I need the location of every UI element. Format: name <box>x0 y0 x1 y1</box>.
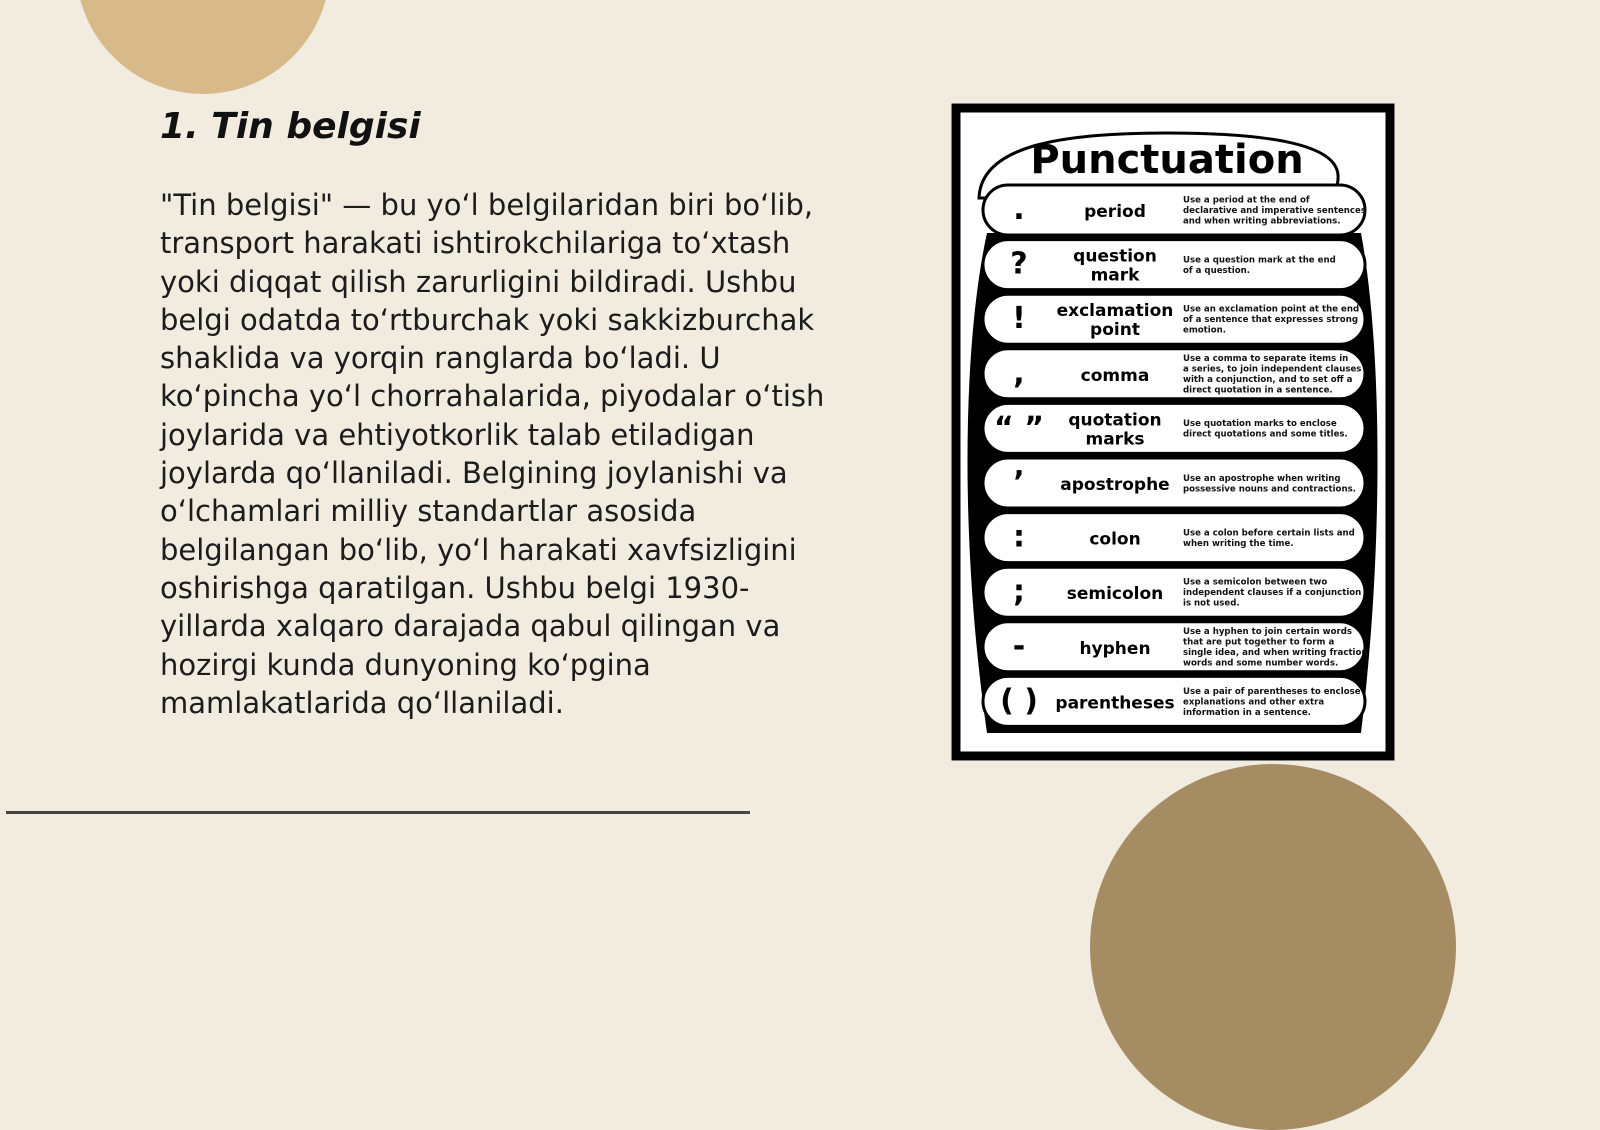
punctuation-symbol: : <box>1013 519 1025 555</box>
punctuation-label: hyphen <box>1079 638 1151 659</box>
punctuation-label: period <box>1084 202 1146 222</box>
punctuation-description: independent clauses if a conjunction <box>1183 588 1362 599</box>
punctuation-description: of a question. <box>1183 265 1250 276</box>
punctuation-description: a series, to join independent clauses <box>1183 364 1362 375</box>
punctuation-description: that are put together to form a <box>1183 637 1335 648</box>
punctuation-description: and when writing abbreviations. <box>1183 216 1341 227</box>
punctuation-description: Use an apostrophe when writing <box>1183 473 1341 484</box>
punctuation-description: declarative and imperative sentences <box>1183 206 1366 216</box>
punctuation-description: when writing the time. <box>1183 538 1294 549</box>
punctuation-label: semicolon <box>1066 584 1164 605</box>
punctuation-poster <box>951 103 1395 761</box>
slide-body-text: "Tin belgisi" — bu yo‘l belgilaridan biri bo‘lib, transport harakati ishtirokchilariga to‘xtash yoki diqqat qilish zarurligini bildiradi. Ushbu belgi odatda to‘rtburchak yoki sakkizburchak shaklida va yorqin ranglarda bo‘ladi. U ko‘pincha yo‘l chorrahalarida, piyodalar o‘tish joylarida va ehtiyotkorlik talab etiladigan joylarda qo‘llaniladi. Belgining joylanishi va o‘lchamlari milliy standartlar asosida belgilangan bo‘lib, yo‘l harakati xavfsizligini oshirishga qaratilgan. Ushbu belgi 1930-yillarda xalqaro darajada qabul qilingan va hozirgi kunda dunyoning ko‘pgina mamlakatlarida qo‘llaniladi. <box>160 188 825 720</box>
punctuation-symbol: ; <box>1013 574 1025 610</box>
punctuation-symbol: ’ <box>1013 465 1025 500</box>
punctuation-label: apostrophe <box>1060 475 1170 495</box>
punctuation-description: explanations and other extra <box>1183 697 1325 708</box>
punctuation-symbol: “ ” <box>994 410 1044 446</box>
decorative-circle-top <box>76 0 330 94</box>
punctuation-description: direct quotation in a sentence. <box>1183 385 1333 396</box>
punctuation-label: comma <box>1080 365 1150 386</box>
punctuation-description: Use a hyphen to join certain words <box>1183 627 1353 638</box>
punctuation-description: Use a pair of parentheses to enclose <box>1183 686 1361 697</box>
punctuation-description: direct quotations and some titles. <box>1183 429 1348 440</box>
punctuation-description: emotion. <box>1183 325 1227 336</box>
slide-heading: 1. Tin belgisi <box>160 106 421 147</box>
punctuation-label: mark <box>1090 265 1140 286</box>
punctuation-description: Use a semicolon between two <box>1183 577 1328 588</box>
punctuation-description: Use a colon before certain lists and <box>1183 528 1355 539</box>
punctuation-label: parentheses <box>1055 693 1175 714</box>
punctuation-description: single idea, and when writing fraction <box>1183 648 1368 659</box>
punctuation-description: Use a comma to separate items in <box>1183 354 1349 365</box>
punctuation-label: colon <box>1089 529 1141 550</box>
punctuation-poster-graphic <box>951 103 1395 761</box>
punctuation-label: question <box>1073 246 1157 267</box>
decorative-circle-bottom <box>1090 764 1456 1130</box>
punctuation-symbol: - <box>1012 628 1026 664</box>
punctuation-description: Use an exclamation point at the end <box>1183 304 1360 315</box>
punctuation-label: point <box>1090 320 1140 341</box>
punctuation-description: of a sentence that expresses strong <box>1183 315 1358 326</box>
punctuation-description: information in a sentence. <box>1183 707 1311 718</box>
punctuation-label: marks <box>1085 429 1145 450</box>
poster-title: Punctuation <box>1030 137 1304 183</box>
punctuation-symbol: ( ) <box>1000 683 1038 719</box>
punctuation-description: words and some number words. <box>1183 658 1339 669</box>
punctuation-description: with a conjunction, and to set off a <box>1183 375 1353 386</box>
punctuation-description: possessive nouns and contractions. <box>1183 484 1356 495</box>
divider-line <box>6 811 750 814</box>
punctuation-description: Use quotation marks to enclose <box>1183 419 1337 430</box>
punctuation-label: exclamation <box>1056 301 1174 322</box>
punctuation-description: is not used. <box>1183 598 1240 609</box>
punctuation-description: Use a period at the end of <box>1183 195 1310 206</box>
punctuation-symbol: . <box>1013 192 1025 227</box>
punctuation-symbol: , <box>1013 355 1025 391</box>
punctuation-symbol: ! <box>1012 301 1026 337</box>
punctuation-description: Use a question mark at the end <box>1183 255 1336 266</box>
punctuation-symbol: ? <box>1010 246 1028 282</box>
punctuation-label: quotation <box>1068 410 1162 431</box>
